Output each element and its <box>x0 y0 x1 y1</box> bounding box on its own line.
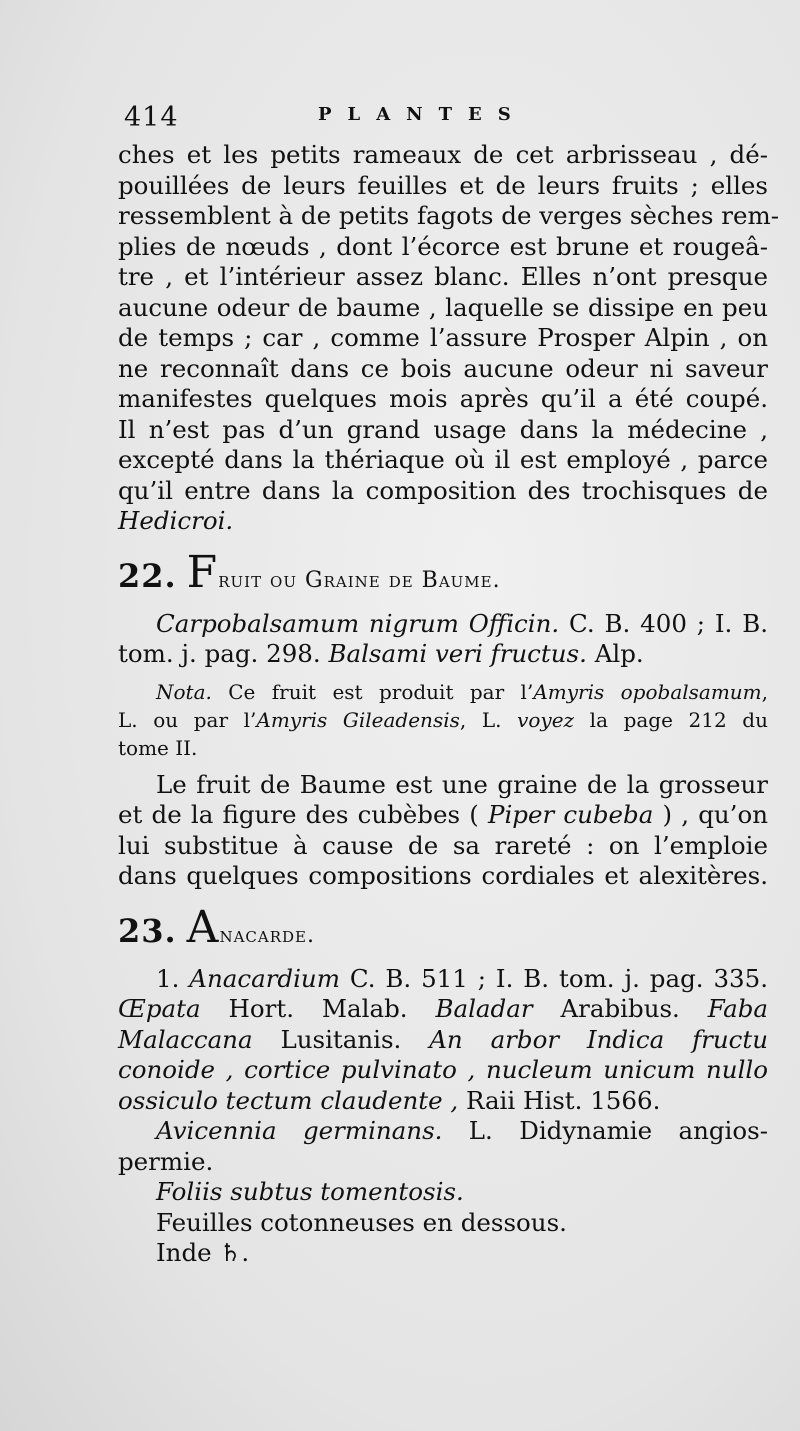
latin-name: An arbor Indica fructu <box>429 1024 768 1054</box>
page-header <box>118 92 768 140</box>
page-number: 414 <box>124 102 179 133</box>
text-line: tre , et l’intérieur assez blanc. Elles n’ont presque <box>118 262 768 291</box>
latin-name: Malaccana <box>118 1024 253 1054</box>
nota-text: voyez <box>517 707 575 732</box>
text-line: pouillées de leurs feuilles et de leurs fruits ; elles <box>118 170 768 200</box>
reference-line <box>118 609 768 640</box>
paragraph-continued <box>118 140 779 537</box>
reference-text: tom. j. pag. 298. <box>118 639 329 668</box>
text-fragment: ) , qu’on <box>653 800 768 829</box>
latin-name: Avicennia germinans. <box>156 1116 443 1145</box>
heading-title: nacarde. <box>219 922 315 948</box>
section-heading-23 <box>118 901 768 953</box>
text-line <box>118 1025 768 1056</box>
text-fragment: et de la figure des cubèbes ( <box>118 800 488 829</box>
running-head: PLANTES <box>318 104 527 125</box>
nota-line <box>118 678 768 706</box>
heading-initial: F <box>186 546 219 598</box>
text-line: plies de nœuds , dont l’écorce est brune et rougeâ- <box>118 231 768 261</box>
text-line <box>118 800 768 831</box>
latin-name: Piper cubeba <box>487 800 654 829</box>
text-line: ne reconnaît dans ce bois aucune odeur ni saveur <box>118 353 768 383</box>
section-23-body <box>118 964 768 1269</box>
latin-name: Baladar <box>435 994 533 1023</box>
reference-text: C. B. 400 ; I. B. <box>559 608 768 638</box>
nota-text: , <box>761 679 768 704</box>
reference-text: L. Didynamie angios- <box>442 1116 768 1145</box>
section-22-body <box>118 609 768 670</box>
reference-text: Alp. <box>586 639 644 668</box>
book-page <box>118 92 779 1269</box>
heading-title: ruit ou Graine de Baume. <box>218 567 501 593</box>
text-line: Le fruit de Baume est une graine de la grosseur <box>156 769 768 799</box>
nota-block <box>118 678 768 762</box>
text-line: Inde ♄. <box>156 1238 250 1267</box>
nota-line <box>118 706 768 734</box>
latin-name: Carpobalsamum nigrum Officin. <box>156 608 560 638</box>
text-line: lui substitue à cause de sa rareté : on l’emploie <box>118 830 768 860</box>
reference-text: Hort. Malab. <box>200 994 436 1023</box>
nota-line: tome II. <box>118 735 198 760</box>
latin-name: Faba <box>707 994 768 1023</box>
nota-label: Nota. <box>156 679 212 704</box>
latin-name: Anacardium <box>189 963 340 993</box>
text-line: aucune odeur de baume , laquelle se dissipe en peu <box>118 292 768 322</box>
text-line: qu’il entre dans la composition des trochisques de <box>118 475 768 505</box>
text-line: Feuilles cotonneuses en dessous. <box>156 1207 567 1237</box>
reference-line <box>118 639 768 670</box>
nota-text: Ce fruit est produit par l’ <box>211 679 534 704</box>
reference-text: Arabibus. <box>532 994 708 1023</box>
section-number: 23. <box>118 911 177 950</box>
text-line: ressemblent à de petits fagots de verges sèches rem- <box>118 201 779 230</box>
text-line: ches et les petits rameaux de cet arbrisseau , dé- <box>118 140 768 169</box>
text-line: permie. <box>118 1146 214 1176</box>
section-number: 22. <box>118 556 177 595</box>
text-line: Hedicroi. <box>118 506 234 535</box>
text-line: excepté dans la thériaque où il est employé , parce <box>118 445 768 474</box>
text-line: Foliis subtus tomentosis. <box>156 1177 464 1206</box>
text-line <box>118 1086 768 1117</box>
reference-text: Raii Hist. 1566. <box>458 1085 661 1115</box>
nota-text: , L. <box>459 707 518 732</box>
latin-name: Balsami veri fructus. <box>328 639 587 668</box>
species-name: Amyris opobalsamum <box>533 679 762 704</box>
text-line: manifestes quelques mois après qu’il a été coupé. <box>118 384 768 413</box>
text-line: Il n’est pas d’un grand usage dans la médecine , <box>118 414 768 444</box>
text-line <box>118 1116 768 1147</box>
text-line <box>118 964 768 995</box>
nota-text: L. ou par l’ <box>118 707 257 732</box>
reference-text: Lusitanis. <box>252 1024 430 1054</box>
species-name: Amyris Gileadensis <box>256 707 460 732</box>
reference-text: C. B. 511 ; I. B. tom. j. pag. 335. <box>339 963 768 993</box>
text-line: de temps ; car , comme l’assure Prosper Alpin , on <box>118 323 768 352</box>
latin-name: Œpata <box>118 994 201 1023</box>
latin-name: ossiculo tectum claudente , <box>118 1085 459 1115</box>
text-line: dans quelques compositions cordiales et alexitères. <box>118 861 768 890</box>
text-line <box>118 994 768 1025</box>
nota-text: la page 212 du <box>574 707 768 732</box>
text-line: conoide , cortice pulvinato , nucleum unicum nullo <box>118 1055 768 1084</box>
item-number: 1. <box>156 963 190 993</box>
heading-initial: A <box>186 901 220 953</box>
section-heading-22 <box>118 546 768 598</box>
description-block <box>118 770 768 892</box>
